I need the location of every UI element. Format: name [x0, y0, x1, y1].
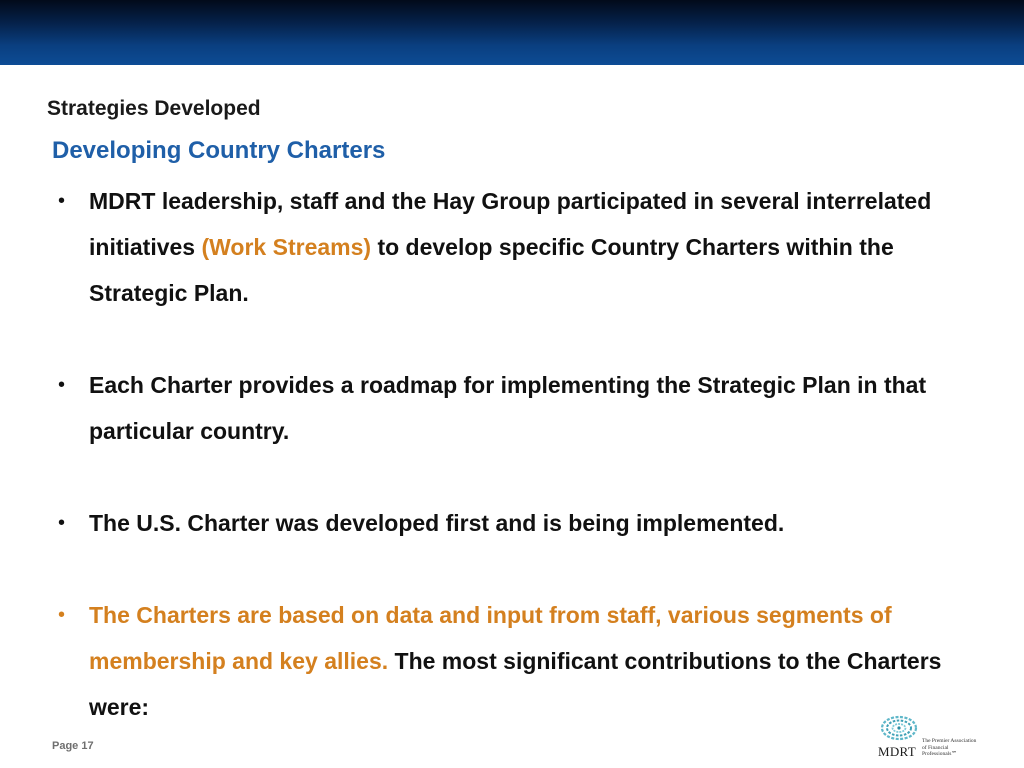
- bullet-item: [58, 592, 958, 730]
- bullet-item: [58, 362, 958, 454]
- bullet-text: The U.S. Charter was developed first and is being implemented.: [89, 510, 785, 536]
- bullet-marker: •: [58, 374, 66, 396]
- bullet-text-part: to develop specific Country Charters within the Strategic Plan.: [89, 234, 894, 306]
- slide-kicker: Strategies Developed: [47, 97, 261, 120]
- page-number: Page 17: [52, 740, 94, 752]
- slide-title: Developing Country Charters: [52, 137, 386, 164]
- highlight-text: The Charters are based on data and input from staff, various segments of membership and key allies.: [89, 602, 892, 674]
- bullet-marker: •: [58, 512, 66, 534]
- bullet-text: [89, 178, 958, 316]
- highlight-text: (Work Streams): [201, 234, 372, 260]
- bullet-text-part: MDRT leadership, staff and the Hay Group participated in several interrelated initiatives: [89, 188, 932, 260]
- bullet-text: [89, 592, 958, 730]
- bullet-marker: •: [58, 190, 66, 212]
- mdrt-logo: [876, 714, 976, 762]
- bullet-marker: •: [58, 604, 66, 626]
- bullet-item: [58, 500, 958, 546]
- globe-ring-icon: [878, 714, 920, 744]
- logo-wordmark: MDRT: [878, 744, 916, 759]
- bullet-text-part: The most significant contributions to the Charters were:: [89, 648, 942, 720]
- bullet-item: [58, 178, 958, 316]
- logo-tagline: The Premier Association of Financial Professionals℠: [922, 738, 977, 757]
- bullet-text: Each Charter provides a roadmap for implementing the Strategic Plan in that particular country.: [89, 372, 927, 444]
